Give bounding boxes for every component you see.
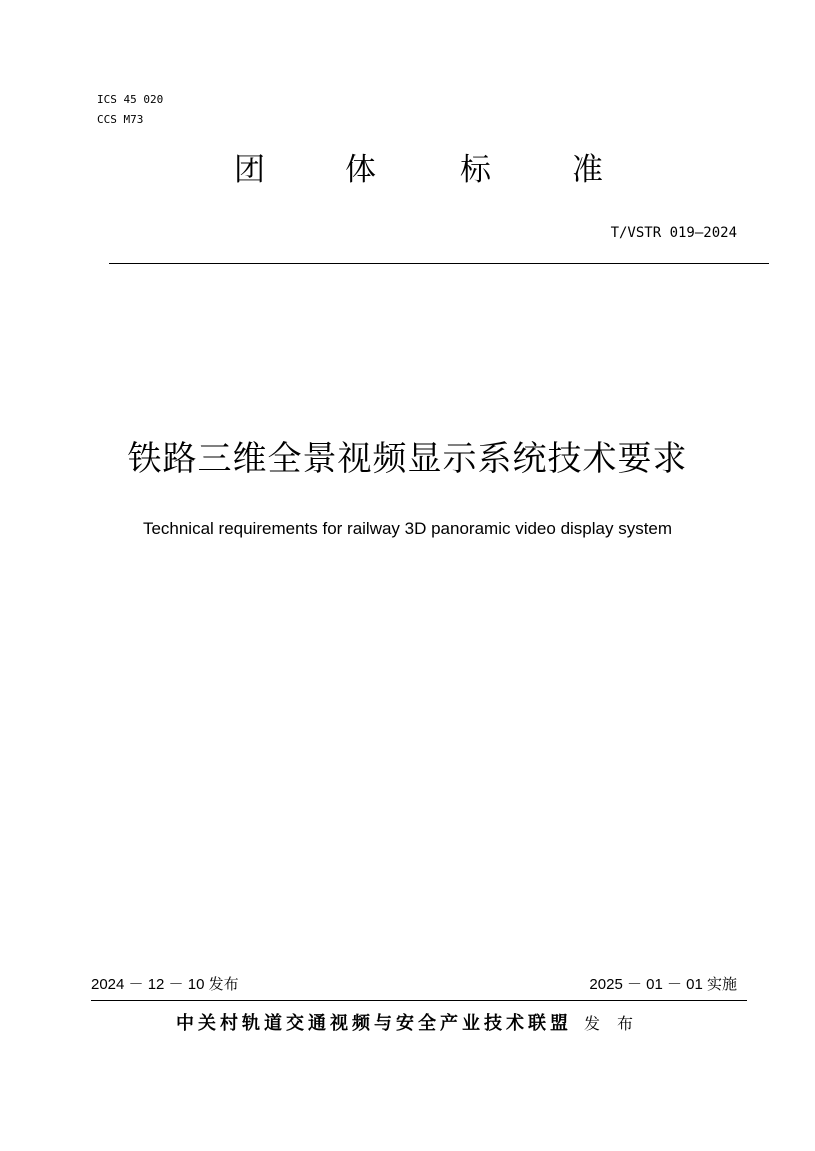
standard-type-char-4: 准 (572, 152, 603, 188)
standard-type-char-1: 团 (234, 152, 265, 188)
document-title-chinese: 铁路三维全景视频显示系统技术要求 (127, 439, 688, 479)
issue-date: 2024 － 12 － 10 发布 (91, 976, 239, 993)
footer-divider (91, 1000, 747, 1001)
standard-number: T/VSTR 019—2024 (610, 225, 737, 241)
issuer-line (0, 1012, 815, 1036)
document-title-english: Technical requirements for railway 3D panoramic video display system (142, 519, 673, 538)
issuer-name: 中关村轨道交通视频与安全产业技术联盟 (175, 1013, 572, 1034)
release-label: 发 布 (583, 1014, 640, 1033)
standard-type-char-3: 标 (460, 152, 491, 188)
ccs-code: CCS M73 (97, 113, 144, 126)
standard-type-char-2: 体 (345, 152, 376, 188)
header-divider (109, 263, 769, 264)
implementation-date: 2025 － 01 － 01 实施 (589, 976, 737, 993)
ics-code: ICS 45 020 (97, 93, 164, 106)
